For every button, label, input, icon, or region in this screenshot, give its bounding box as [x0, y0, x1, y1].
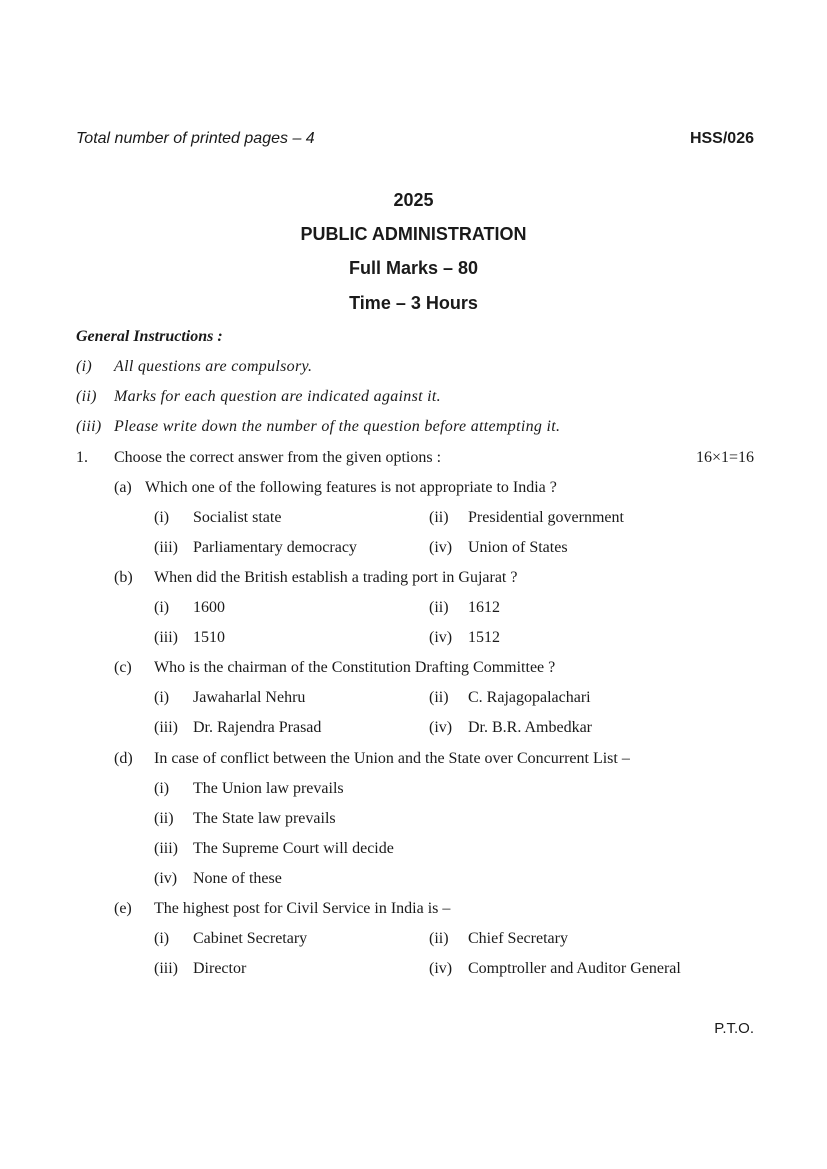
subquestion-text: In case of conflict between the Union and the State over Concurrent List – — [154, 750, 630, 767]
option-text: None of these — [193, 870, 282, 887]
option-number: (iv) — [429, 539, 453, 556]
subject-title: PUBLIC ADMINISTRATION — [300, 224, 527, 244]
option-text: Jawaharlal Nehru — [193, 689, 306, 706]
paper-code: HSS/026 — [689, 130, 754, 147]
question-marks: 16×1=16 — [695, 449, 754, 466]
option-number: (iii) — [154, 840, 178, 857]
instruction-number: (iii) — [76, 418, 102, 435]
subquestion-label: (a) — [114, 479, 132, 496]
subquestion-label: (e) — [114, 900, 132, 917]
option-number: (ii) — [429, 599, 449, 616]
subquestion-text: Who is the chairman of the Constitution Drafting Committee ? — [154, 659, 556, 676]
option-number: (ii) — [154, 810, 174, 827]
subquestion-label: (b) — [114, 569, 133, 586]
option-number: (i) — [154, 599, 170, 616]
instruction-text: Please write down the number of the question before attempting it. — [114, 418, 561, 435]
option-number: (iv) — [429, 629, 453, 646]
subquestion-text: The highest post for Civil Service in India is – — [154, 900, 451, 917]
full-marks: Full Marks – 80 — [348, 258, 479, 278]
question-number: 1. — [76, 449, 88, 466]
option-text: 1612 — [468, 599, 500, 616]
option-number: (iii) — [154, 960, 178, 977]
option-text: Socialist state — [193, 509, 282, 526]
option-text: Dr. Rajendra Prasad — [193, 719, 322, 736]
instruction-number: (i) — [76, 358, 93, 375]
option-text: C. Rajagopalachari — [468, 689, 591, 706]
option-number: (iii) — [154, 539, 178, 556]
option-text: Cabinet Secretary — [193, 930, 308, 947]
subquestion-label: (c) — [114, 659, 132, 676]
option-text: The Union law prevails — [193, 780, 344, 797]
instructions-heading: General Instructions : — [76, 328, 223, 345]
option-text: Director — [193, 960, 247, 977]
instruction-number: (ii) — [76, 388, 97, 405]
subquestion-label: (d) — [114, 750, 133, 767]
subquestion-text: When did the British establish a trading port in Gujarat ? — [154, 569, 518, 586]
please-turn-over: P.T.O. — [714, 1020, 754, 1037]
option-text: Parliamentary democracy — [193, 539, 357, 556]
option-number: (ii) — [429, 509, 449, 526]
option-text: Presidential government — [468, 509, 624, 526]
option-text: 1510 — [193, 629, 225, 646]
printed-pages-note: Total number of printed pages – 4 — [76, 130, 315, 147]
option-number: (i) — [154, 689, 170, 706]
option-number: (iv) — [429, 960, 453, 977]
option-number: (i) — [154, 930, 170, 947]
option-text: Chief Secretary — [468, 930, 568, 947]
option-text: 1600 — [193, 599, 225, 616]
option-text: 1512 — [468, 629, 500, 646]
option-number: (iv) — [154, 870, 178, 887]
option-text: Comptroller and Auditor General — [468, 960, 681, 977]
question-text: Choose the correct answer from the given options : — [114, 449, 442, 466]
option-number: (i) — [154, 780, 170, 797]
option-number: (i) — [154, 509, 170, 526]
time-allowed: Time – 3 Hours — [349, 293, 478, 313]
instruction-text: All questions are compulsory. — [114, 358, 313, 375]
option-text: The Supreme Court will decide — [193, 840, 394, 857]
option-number: (iii) — [154, 629, 178, 646]
option-number: (ii) — [429, 689, 449, 706]
subquestion-text: Which one of the following features is not appropriate to India ? — [145, 479, 557, 496]
exam-year: 2025 — [393, 190, 434, 210]
instruction-text: Marks for each question are indicated against it. — [114, 388, 441, 405]
option-number: (ii) — [429, 930, 449, 947]
option-text: Union of States — [468, 539, 568, 556]
option-text: The State law prevails — [193, 810, 336, 827]
option-number: (iii) — [154, 719, 178, 736]
option-number: (iv) — [429, 719, 453, 736]
option-text: Dr. B.R. Ambedkar — [468, 719, 592, 736]
